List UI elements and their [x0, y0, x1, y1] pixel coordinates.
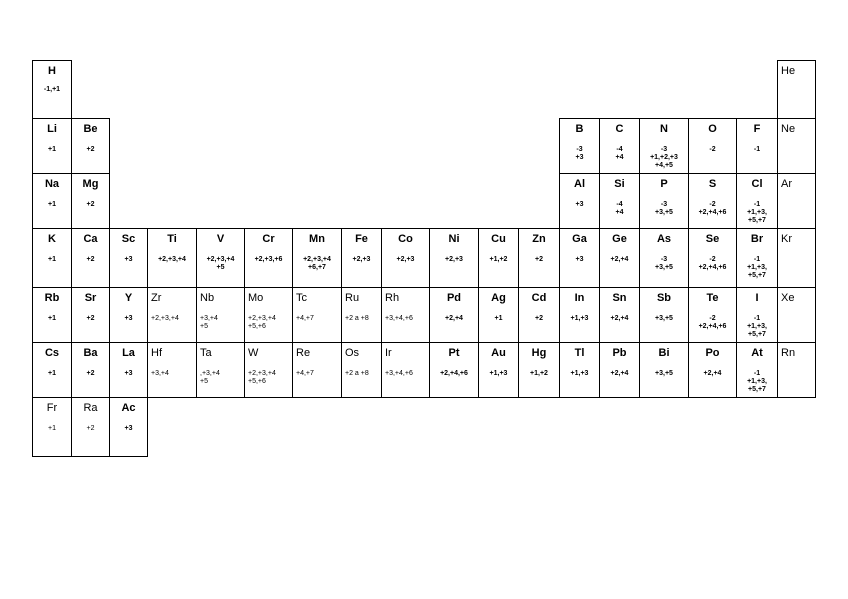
element-symbol: Xe	[781, 292, 795, 304]
oxidation-states: +2,+3,+4 +5,+6	[248, 315, 276, 330]
element-cell-re	[292, 342, 342, 398]
element-cell-tl	[559, 342, 600, 398]
element-symbol: At	[751, 347, 763, 359]
element-cell-he	[777, 60, 816, 119]
element-cell-la	[109, 342, 148, 398]
element-cell-se	[688, 228, 737, 288]
element-symbol: He	[781, 65, 796, 77]
element-symbol: S	[708, 178, 717, 190]
element-cell-in	[559, 287, 600, 343]
oxidation-states: +1	[48, 146, 56, 153]
oxidation-states: +4,+7	[296, 315, 314, 322]
element-symbol: Ni	[448, 233, 460, 245]
element-symbol: Pt	[448, 347, 460, 359]
oxidation-states: +2,+3,+4 +6,+7	[303, 256, 331, 271]
element-cell-ca	[71, 228, 110, 288]
element-symbol: Se	[705, 233, 720, 245]
element-symbol: Sc	[121, 233, 136, 245]
element-cell-ne	[777, 118, 816, 174]
element-cell-n	[639, 118, 689, 174]
element-cell-sr	[71, 287, 110, 343]
element-symbol: Pb	[612, 347, 627, 359]
oxidation-states: +2,+4	[703, 370, 722, 377]
element-cell-li	[32, 118, 72, 174]
element-cell-w	[244, 342, 293, 398]
element-cell-rn	[777, 342, 816, 398]
element-cell-hg	[518, 342, 560, 398]
oxidation-states: +2,+4,+6	[440, 370, 468, 377]
element-symbol: Nb	[200, 292, 215, 304]
oxidation-states: +2	[535, 256, 543, 263]
element-cell-os	[341, 342, 382, 398]
element-cell-ni	[429, 228, 479, 288]
element-symbol: P	[660, 178, 668, 190]
element-symbol: Al	[574, 178, 585, 190]
element-cell-te	[688, 287, 737, 343]
element-cell-ga	[559, 228, 600, 288]
element-cell-cr	[244, 228, 293, 288]
oxidation-states: +3	[124, 370, 133, 377]
element-symbol: Ti	[167, 233, 177, 245]
element-symbol: H	[48, 65, 56, 77]
element-symbol: Au	[491, 347, 506, 359]
element-symbol: Te	[706, 292, 719, 304]
element-cell-y	[109, 287, 148, 343]
oxidation-states: +2	[86, 370, 95, 377]
element-cell-rh	[381, 287, 430, 343]
element-symbol: Y	[124, 292, 133, 304]
oxidation-states: -1	[753, 146, 761, 153]
element-cell-f	[736, 118, 778, 174]
element-cell-be	[71, 118, 110, 174]
element-symbol: V	[216, 233, 225, 245]
oxidation-states: -1 +1,+3, +5,+7	[747, 256, 767, 279]
oxidation-states: +3	[124, 425, 133, 432]
element-cell-ti	[147, 228, 197, 288]
oxidation-states: +1	[48, 256, 56, 263]
oxidation-states: +2,+3	[396, 256, 415, 263]
oxidation-states: +2	[86, 315, 95, 322]
element-symbol: Re	[296, 347, 311, 359]
oxidation-states: -2 +2,+4,+6	[698, 201, 727, 216]
oxidation-states: +3	[575, 256, 584, 263]
element-symbol: Mg	[82, 178, 99, 190]
element-cell-co	[381, 228, 430, 288]
element-cell-si	[599, 173, 640, 229]
element-cell-mg	[71, 173, 110, 229]
element-symbol: Co	[398, 233, 413, 245]
oxidation-states: +2	[86, 146, 95, 153]
oxidation-states: +2,+4	[445, 315, 463, 322]
element-cell-sb	[639, 287, 689, 343]
element-cell-b	[559, 118, 600, 174]
element-symbol: Kr	[781, 233, 792, 245]
oxidation-states: -4 +4	[615, 146, 624, 161]
element-symbol: Bi	[658, 347, 670, 359]
element-cell-ac	[109, 397, 148, 457]
element-cell-br	[736, 228, 778, 288]
oxidation-states: -1 +1,+3, +5,+7	[747, 315, 767, 338]
oxidation-states: +1,+3	[570, 370, 589, 377]
element-cell-po	[688, 342, 737, 398]
element-symbol: Ca	[83, 233, 98, 245]
element-symbol: Rh	[385, 292, 400, 304]
element-symbol: Sn	[612, 292, 627, 304]
oxidation-states: -3 +3,+5	[655, 256, 673, 271]
oxidation-states: +1	[48, 425, 56, 432]
oxidation-states: -4 +4	[615, 201, 624, 216]
element-symbol: As	[656, 233, 672, 245]
element-cell-zr	[147, 287, 197, 343]
element-cell-v	[196, 228, 245, 288]
element-cell-cl	[736, 173, 778, 229]
element-cell-fe	[341, 228, 382, 288]
element-cell-s	[688, 173, 737, 229]
oxidation-states: +1,+3	[489, 370, 508, 377]
oxidation-states: +1	[48, 370, 56, 377]
oxidation-states: +2	[86, 425, 95, 432]
element-cell-as	[639, 228, 689, 288]
element-symbol: La	[122, 347, 135, 359]
oxidation-states: +2	[86, 256, 95, 263]
element-symbol: Ge	[612, 233, 627, 245]
element-cell-ar	[777, 173, 816, 229]
oxidation-states: +3,+4,+6	[385, 370, 413, 377]
element-cell-ta	[196, 342, 245, 398]
element-cell-ru	[341, 287, 382, 343]
element-symbol: Be	[83, 123, 98, 135]
oxidation-states: +1,+2	[530, 370, 548, 377]
element-cell-sn	[599, 287, 640, 343]
element-symbol: B	[575, 123, 584, 135]
oxidation-states: +3,+4,+6	[385, 315, 413, 322]
element-symbol: Tc	[296, 292, 307, 304]
oxidation-states: +2,+3,+4	[158, 256, 186, 263]
element-symbol: C	[615, 123, 624, 135]
element-symbol: F	[753, 123, 761, 135]
element-symbol: Li	[47, 123, 57, 135]
oxidation-states: +3,+4	[151, 370, 169, 377]
oxidation-states: +2,+3,+6	[254, 256, 283, 263]
element-symbol: Cs	[44, 347, 60, 359]
element-cell-cu	[478, 228, 519, 288]
element-cell-ir	[381, 342, 430, 398]
element-symbol: Sr	[84, 292, 97, 304]
element-symbol: Ga	[572, 233, 587, 245]
element-symbol: Ra	[83, 402, 98, 414]
element-symbol: Os	[345, 347, 360, 359]
element-symbol: Fe	[355, 233, 368, 245]
element-cell-ba	[71, 342, 110, 398]
element-symbol: Ar	[781, 178, 792, 190]
element-symbol: Ru	[345, 292, 360, 304]
element-cell-p	[639, 173, 689, 229]
element-symbol: Hg	[531, 347, 547, 359]
oxidation-states: ,+3,+4 +5	[200, 370, 220, 385]
element-symbol: Mo	[248, 292, 264, 304]
element-symbol: Tl	[574, 347, 585, 359]
element-cell-h	[32, 60, 72, 119]
element-cell-ge	[599, 228, 640, 288]
element-cell-rb	[32, 287, 72, 343]
oxidation-states: +3	[575, 201, 584, 208]
element-cell-au	[478, 342, 519, 398]
element-cell-mn	[292, 228, 342, 288]
element-cell-tc	[292, 287, 342, 343]
oxidation-states: -2	[709, 146, 716, 153]
element-cell-pb	[599, 342, 640, 398]
element-cell-cd	[518, 287, 560, 343]
element-symbol: Ac	[121, 402, 136, 414]
element-cell-fr	[32, 397, 72, 457]
element-symbol: Zr	[151, 292, 162, 304]
element-symbol: Na	[44, 178, 60, 190]
element-symbol: Cd	[531, 292, 547, 304]
element-symbol: Rn	[781, 347, 796, 359]
element-cell-k	[32, 228, 72, 288]
element-symbol: Ag	[491, 292, 506, 304]
element-cell-bi	[639, 342, 689, 398]
oxidation-states: -2 +2,+4,+6	[698, 315, 727, 330]
oxidation-states: -2 +2,+4,+6	[698, 256, 727, 271]
element-symbol: Mn	[309, 233, 325, 245]
oxidation-states: +2,+3,+4 +5,+6	[248, 370, 276, 385]
oxidation-states: +1	[48, 201, 56, 208]
element-cell-ag	[478, 287, 519, 343]
element-symbol: Rb	[44, 292, 60, 304]
element-symbol: Cu	[491, 233, 506, 245]
element-cell-xe	[777, 287, 816, 343]
element-cell-i	[736, 287, 778, 343]
oxidation-states: -3 +3,+5	[655, 201, 673, 216]
element-symbol: Ta	[200, 347, 212, 359]
oxidation-states: +2,+4	[610, 370, 629, 377]
oxidation-states: +2	[86, 201, 95, 208]
element-symbol: In	[574, 292, 585, 304]
oxidation-states: +2 a +8	[345, 370, 369, 377]
element-cell-nb	[196, 287, 245, 343]
oxidation-states: +2,+4	[610, 256, 629, 263]
element-symbol: I	[755, 292, 759, 304]
element-symbol: Pd	[446, 292, 462, 304]
oxidation-states: +1,+2	[489, 256, 508, 263]
element-cell-hf	[147, 342, 197, 398]
element-cell-na	[32, 173, 72, 229]
element-cell-al	[559, 173, 600, 229]
element-cell-pt	[429, 342, 479, 398]
oxidation-states: +2,+3	[352, 256, 371, 263]
element-cell-mo	[244, 287, 293, 343]
element-symbol: Fr	[46, 402, 58, 414]
element-cell-pd	[429, 287, 479, 343]
element-cell-kr	[777, 228, 816, 288]
oxidation-states: -3 +1,+2,+3 +4,+5	[650, 146, 678, 169]
element-cell-sc	[109, 228, 148, 288]
oxidation-states: +1	[494, 315, 503, 322]
element-cell-zn	[518, 228, 560, 288]
element-cell-o	[688, 118, 737, 174]
oxidation-states: +3,+5	[655, 370, 673, 377]
oxidation-states: +1,+3	[570, 315, 589, 322]
oxidation-states: +2,+3,+4 +5	[206, 256, 235, 271]
oxidation-states: +3	[124, 256, 133, 263]
element-symbol: K	[48, 233, 56, 245]
element-cell-c	[599, 118, 640, 174]
element-symbol: Ba	[83, 347, 98, 359]
oxidation-states: -3 +3	[575, 146, 584, 161]
element-cell-ra	[71, 397, 110, 457]
element-symbol: Si	[614, 178, 625, 190]
element-symbol: Ir	[385, 347, 392, 359]
oxidation-states: +2	[535, 315, 543, 322]
element-symbol: Hf	[151, 347, 162, 359]
element-symbol: Po	[705, 347, 720, 359]
element-symbol: O	[708, 123, 717, 135]
oxidation-states: +3	[124, 315, 133, 322]
element-symbol: Ne	[781, 123, 796, 135]
element-cell-at	[736, 342, 778, 398]
oxidation-states: +2,+3,+4	[151, 315, 179, 322]
oxidation-states: +2,+4	[610, 315, 629, 322]
oxidation-states: +3,+5	[655, 315, 673, 322]
oxidation-states: +1	[48, 315, 56, 322]
oxidation-states: +2,+3	[445, 256, 463, 263]
oxidation-states: -1,+1	[43, 86, 61, 93]
oxidation-states: +4,+7	[296, 370, 314, 377]
element-symbol: Sb	[656, 292, 672, 304]
element-symbol: Cl	[751, 178, 763, 190]
element-symbol: Cr	[262, 233, 275, 245]
element-cell-cs	[32, 342, 72, 398]
oxidation-states: -1 +1,+3, +5,+7	[747, 370, 767, 393]
oxidation-states: +2 a +8	[345, 315, 369, 322]
element-symbol: N	[660, 123, 668, 135]
element-symbol: Zn	[532, 233, 546, 245]
oxidation-states: -1 +1,+3, +5,+7	[747, 201, 767, 224]
element-symbol: W	[248, 347, 259, 359]
element-symbol: Br	[750, 233, 764, 245]
oxidation-states: +3,+4 +5	[200, 315, 218, 330]
